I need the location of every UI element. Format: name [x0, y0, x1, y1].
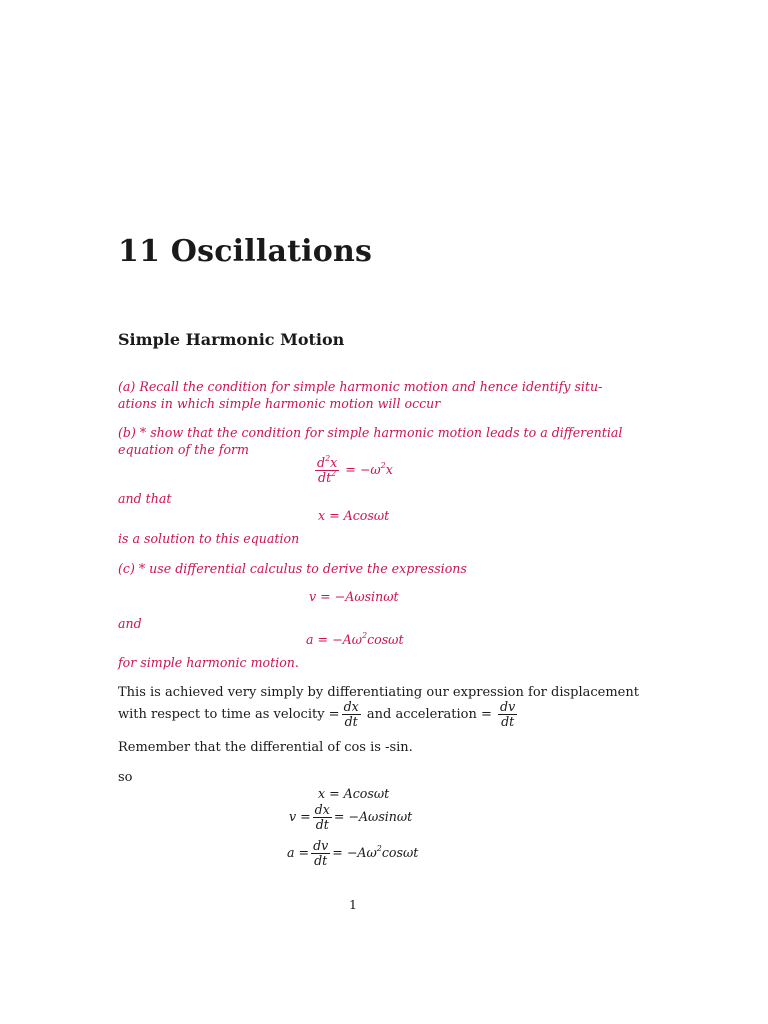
objective-a-line2: ations in which simple harmonic motion will occur: [118, 396, 441, 411]
derivation-eq-displacement: x = Acosωt: [318, 786, 390, 801]
objective-a-line1: (a) Recall the condition for simple harmonic motion and hence identify situ-: [118, 379, 603, 394]
chapter-title: 11 Oscillations: [118, 234, 373, 269]
paragraph-1-line2: with respect to time as velocity = $\frac{dx}{dt}$ and acceleration = $\frac{dv}{dt}$: [118, 699, 516, 729]
equation-velocity: v = −Aωsinωt: [309, 589, 399, 604]
page-number: 1: [349, 897, 357, 912]
paragraph-2: Remember that the differential of cos is -sin.: [118, 740, 413, 755]
paragraph-1-line1: This is achieved very simply by differentiating our expression for displacement: [118, 685, 639, 700]
and-that-text: and that: [118, 491, 172, 506]
is-solution-text: is a solution to this equation: [118, 531, 300, 546]
derivation-eq-velocity: v = $\frac{dx}{dt}$ = −Aωsinωt: [289, 802, 413, 832]
objective-b-line1: (b) * show that the condition for simple harmonic motion leads to a differential: [118, 425, 623, 440]
fraction-dx-dt: $\frac{dx}{dt}$: [343, 699, 359, 729]
fraction-dv-dt: $\frac{dv}{dt}$: [500, 699, 516, 729]
fraction-dv-dt-2: $\frac{dv}{dt}$: [313, 838, 329, 868]
objective-c-line1: (c) * use differential calculus to derive the expressions: [118, 561, 467, 576]
so-text: so: [118, 770, 133, 785]
for-shm-text: for simple harmonic motion.: [118, 655, 299, 670]
equation-acceleration: $a = -A\omega^2\cos\omega t$: [306, 631, 404, 647]
equation-differential: $\frac{d^2x}{dt^2}$ = $-\omega^2x$: [317, 454, 393, 485]
objective-b-line2: equation of the form: [118, 442, 249, 457]
equation-solution: x = Acosωt: [318, 508, 390, 523]
and-text: and: [118, 616, 142, 631]
fraction-d2x-dt2: $\frac{d^2x}{dt^2}$: [317, 454, 338, 485]
section-title: Simple Harmonic Motion: [118, 330, 345, 349]
derivation-eq-acceleration: a = $\frac{dv}{dt}$ = $-A\omega^2\cos\omega t$: [287, 838, 419, 868]
fraction-dx-dt-2: $\frac{dx}{dt}$: [314, 802, 330, 832]
